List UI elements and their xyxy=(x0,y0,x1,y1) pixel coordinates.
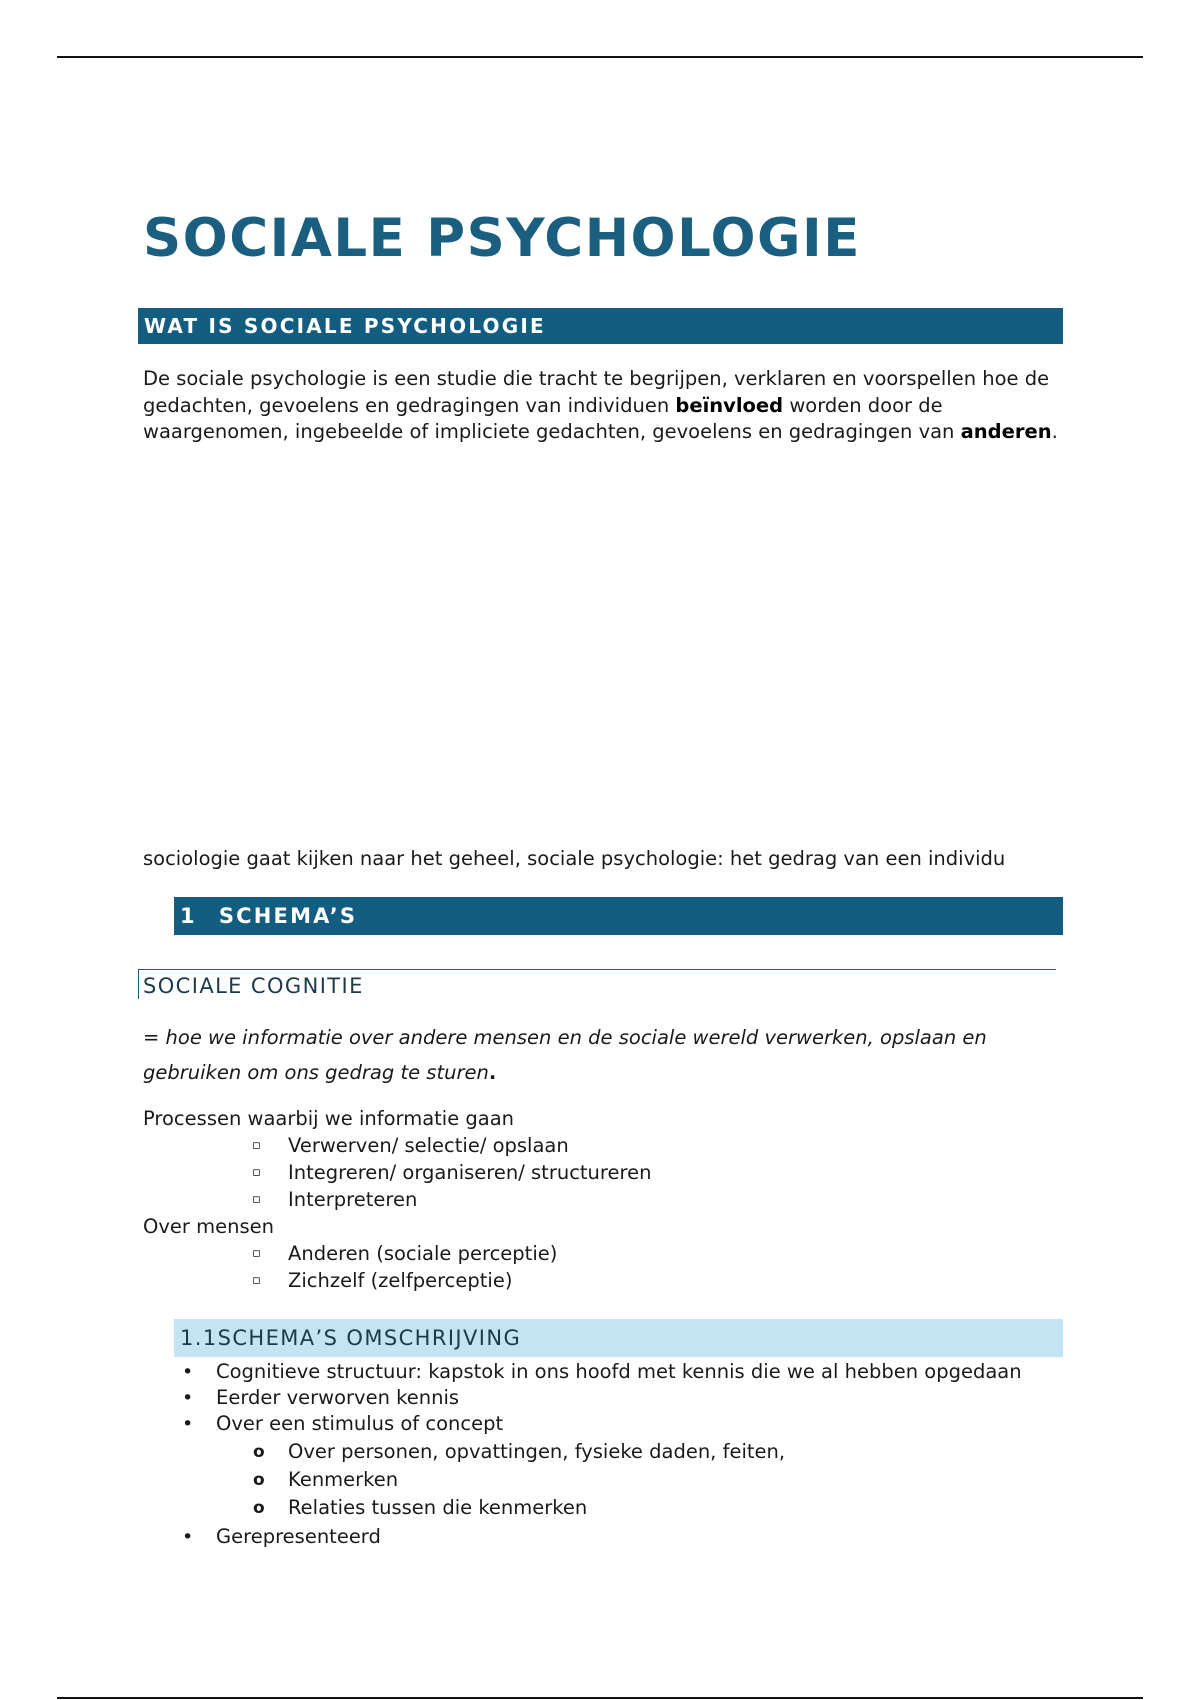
list-item-label: Kenmerken xyxy=(288,1468,399,1491)
definition-text xyxy=(143,1020,1063,1090)
processes-label: Processen waarbij we informatie gaan xyxy=(143,1107,515,1130)
list-item-label: Eerder verworven kennis xyxy=(216,1386,460,1409)
bullet-icon: • xyxy=(182,1387,194,1409)
list-item xyxy=(252,1160,652,1186)
list-item-label: Gerepresenteerd xyxy=(216,1525,381,1548)
document-title: SOCIALE PSYCHOLOGIE xyxy=(143,208,861,269)
list-item-label: Verwerven/ selectie/ opslaan xyxy=(288,1134,569,1157)
square-bullet-icon: ▫ xyxy=(252,1273,261,1288)
section-heading-schemas xyxy=(174,897,1063,935)
list-item-label: Cognitieve structuur: kapstok in ons hoofd met kennis die we al hebben opgedaan xyxy=(216,1360,1022,1383)
list-item xyxy=(253,1439,786,1465)
intro-paragraph xyxy=(143,366,1063,446)
section-number: 1 xyxy=(180,904,197,928)
bullet-icon: • xyxy=(182,1361,194,1383)
list-item xyxy=(253,1495,588,1521)
list-item-label: Over personen, opvattingen, fysieke daden, feiten, xyxy=(288,1440,786,1463)
section-heading-wat-is: WAT IS SOCIALE PSYCHOLOGIE xyxy=(138,308,1063,344)
o-bullet-icon: o xyxy=(253,1442,265,1462)
section-title: SCHEMA’S xyxy=(218,904,358,928)
list-item xyxy=(182,1411,504,1437)
list-item-label: Integreren/ organiseren/ structureren xyxy=(288,1161,652,1184)
list-item-label: Over een stimulus of concept xyxy=(216,1412,504,1435)
list-item xyxy=(252,1187,418,1213)
list-item-label: Interpreteren xyxy=(288,1188,418,1211)
list-item-label: Relaties tussen die kenmerken xyxy=(288,1496,588,1519)
list-item xyxy=(182,1359,1022,1385)
people-label: Over mensen xyxy=(143,1215,274,1238)
list-item xyxy=(182,1524,381,1550)
list-item xyxy=(182,1385,460,1411)
list-item xyxy=(252,1241,558,1267)
square-bullet-icon: ▫ xyxy=(252,1165,261,1180)
intro-text-2: worden door de waargenomen, ingebeelde of impliciete gedachten, gevoelens en gedragingen van xyxy=(143,393,961,443)
intro-bold-beinvloed: beïnvloed xyxy=(675,393,784,417)
square-bullet-icon: ▫ xyxy=(252,1192,261,1207)
definition-body: = hoe we informatie over andere mensen en de sociale wereld verwerken, opslaan en gebruiken om ons gedrag te sturen xyxy=(143,1026,987,1084)
square-bullet-icon: ▫ xyxy=(252,1246,261,1261)
bottom-rule xyxy=(57,1697,1143,1699)
intro-end: . xyxy=(1051,420,1058,443)
list-item xyxy=(252,1133,569,1159)
o-bullet-icon: o xyxy=(253,1470,265,1490)
subsection-heading-omschrijving: 1.1SCHEMA’S OMSCHRIJVING xyxy=(174,1319,1063,1357)
bullet-icon: • xyxy=(182,1413,194,1435)
sociology-note: sociologie gaat kijken naar het geheel, sociale psychologie: het gedrag van een individu xyxy=(143,847,1006,870)
bullet-icon: • xyxy=(182,1526,194,1548)
definition-end: . xyxy=(488,1061,497,1084)
subheading-sociale-cognitie: SOCIALE COGNITIE xyxy=(143,974,364,998)
list-item xyxy=(253,1467,399,1493)
list-item-label: Anderen (sociale perceptie) xyxy=(288,1242,558,1265)
top-rule xyxy=(57,56,1143,58)
list-item xyxy=(252,1268,513,1294)
list-item-label: Zichzelf (zelfperceptie) xyxy=(288,1269,513,1292)
intro-bold-anderen: anderen xyxy=(960,420,1052,443)
intro-text-1: De sociale psychologie is een studie die tracht te begrijpen, verklaren en voorspellen hoe de gedachten, gevoelens en gedragingen van individuen xyxy=(143,367,1050,417)
square-bullet-icon: ▫ xyxy=(252,1138,261,1153)
o-bullet-icon: o xyxy=(253,1498,265,1518)
